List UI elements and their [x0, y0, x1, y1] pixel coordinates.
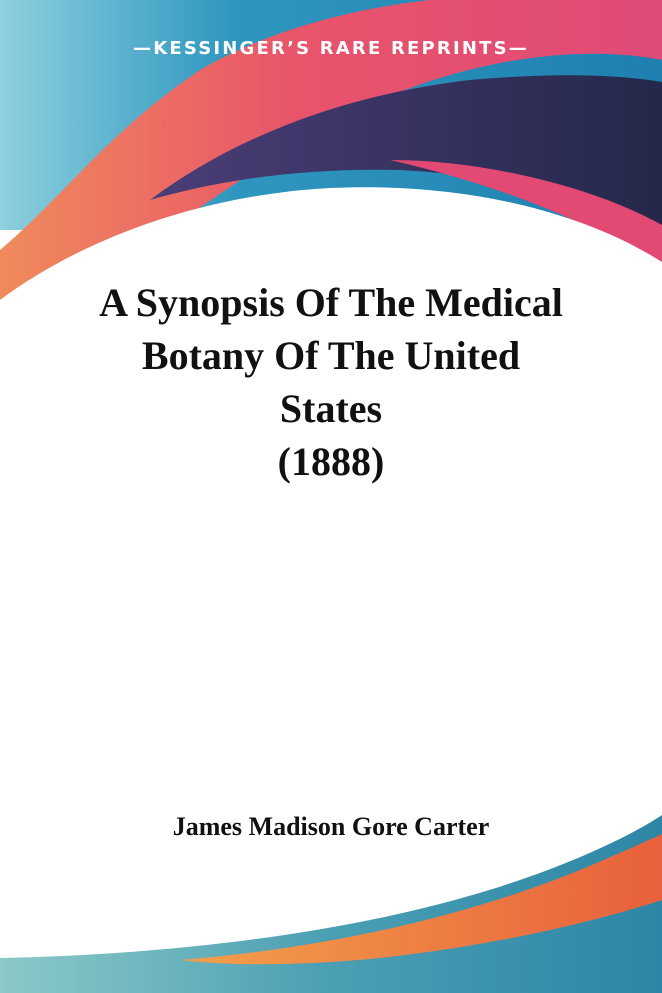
book-author: James Madison Gore Carter: [172, 812, 490, 841]
title-line: Botany Of The United: [141, 333, 521, 378]
publisher-banner: —KESSINGER’S RARE REPRINTS—: [133, 38, 529, 59]
book-title: [40, 276, 622, 488]
title-line: A Synopsis Of The Medical: [99, 280, 563, 325]
title-line: (1888): [277, 439, 385, 484]
title-line: States: [279, 386, 383, 431]
